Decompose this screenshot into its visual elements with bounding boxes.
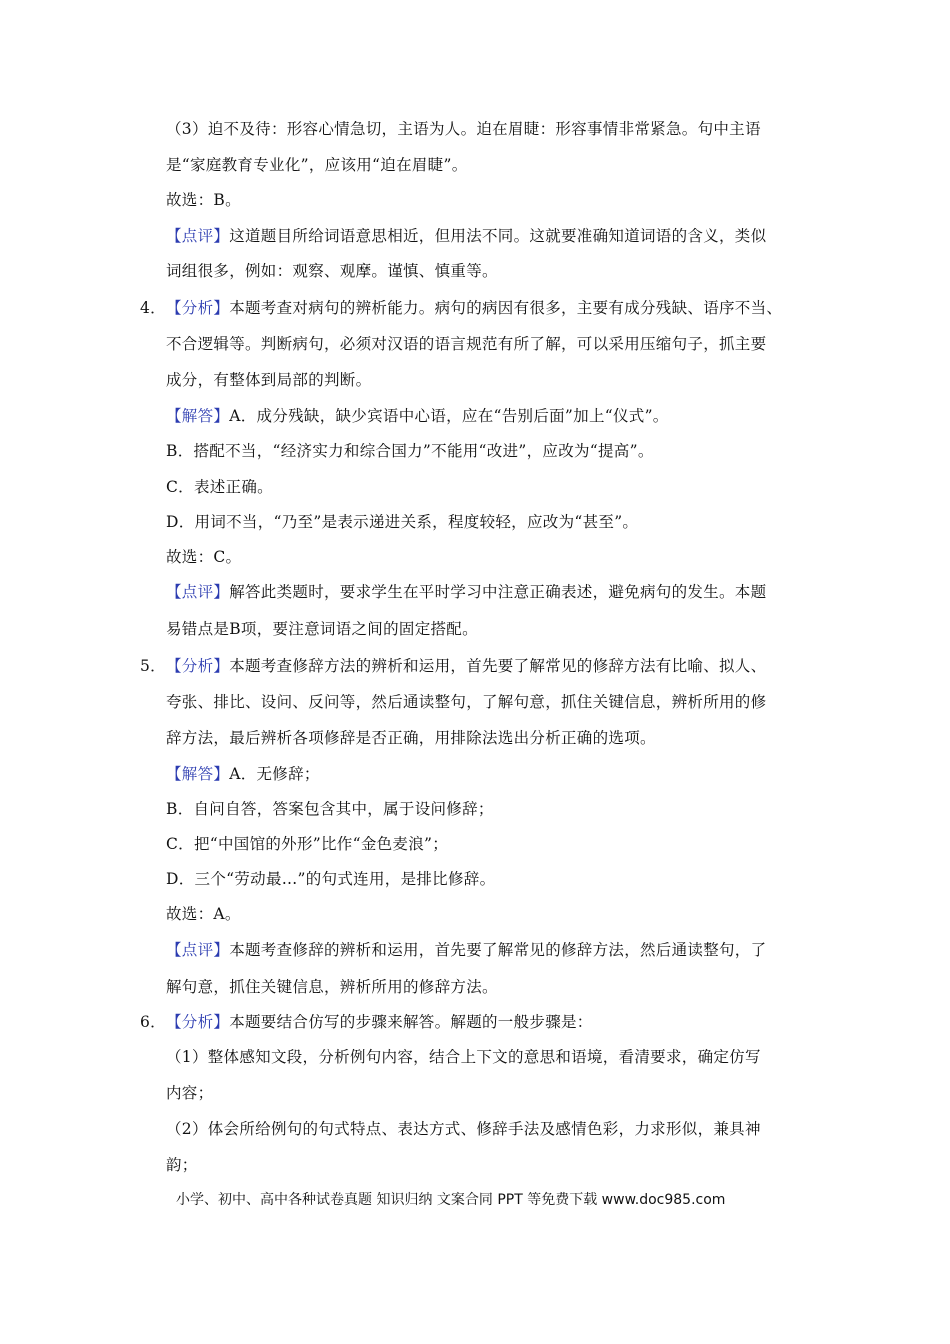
text-line: D．三个“劳动最…”的句式连用，是排比修辞。 xyxy=(166,870,496,888)
question-number: 4． xyxy=(140,299,166,317)
text-line: （2）体会所给例句的句式特点、表达方式、修辞手法及感情色彩，力求形似，兼具神 xyxy=(166,1120,761,1138)
text-line: B．搭配不当，“经济实力和综合国力”不能用“改进”，应改为“提高”。 xyxy=(166,442,654,460)
comment-tag: 【点评】 xyxy=(166,227,230,245)
text-line: C．把“中国馆的外形”比作“金色麦浪”； xyxy=(166,835,449,853)
comment-tag: 【点评】 xyxy=(166,583,230,601)
text-line: 易错点是B项，要注意词语之间的固定搭配。 xyxy=(166,620,478,638)
answer-line: 【解答】A．成分残缺，缺少宾语中心语，应在“告别后面”加上“仪式”。 xyxy=(166,407,669,425)
text-line: （3）迫不及待：形容心情急切，主语为人。迫在眉睫：形容事情非常紧急。句中主语 xyxy=(166,120,761,138)
analysis-tag: 【分析】 xyxy=(166,657,230,675)
text-line: 解句意，抓住关键信息，辨析所用的修辞方法。 xyxy=(166,978,498,996)
text-line: 故选：A。 xyxy=(166,905,241,923)
comment-line: 【点评】解答此类题时，要求学生在平时学习中注意正确表述，避免病句的发生。本题 xyxy=(166,583,767,601)
text-line: 故选：C。 xyxy=(166,548,242,566)
text-line: C．表述正确。 xyxy=(166,478,273,496)
comment-tag: 【点评】 xyxy=(166,941,230,959)
analysis-tag: 【分析】 xyxy=(166,299,230,317)
text-line: 内容； xyxy=(166,1084,214,1102)
answer-tag: 【解答】 xyxy=(166,765,230,783)
comment-line: 【点评】这道题目所给词语意思相近，但用法不同。这就要准确知道词语的含义，类似 xyxy=(166,227,767,245)
text-line: 成分，有整体到局部的判断。 xyxy=(166,371,372,389)
text-line: 韵； xyxy=(166,1156,198,1174)
question-6-analysis: 6． 【分析】本题要结合仿写的步骤来解答。解题的一般步骤是： xyxy=(140,1013,593,1031)
text-line: 故选：B。 xyxy=(166,191,241,209)
question-number: 6． xyxy=(140,1013,166,1031)
text-line: 辞方法，最后辨析各项修辞是否正确，用排除法选出分析正确的选项。 xyxy=(166,729,656,747)
question-4-analysis: 4． 【分析】本题考查对病句的辨析能力。病句的病因有很多，主要有成分残缺、语序不当、 xyxy=(140,299,783,317)
comment-line: 【点评】本题考查修辞的辨析和运用，首先要了解常见的修辞方法，然后通读整句，了 xyxy=(166,941,767,959)
text-line: （1）整体感知文段，分析例句内容，结合上下文的意思和语境，看清要求，确定仿写 xyxy=(166,1048,761,1066)
analysis-tag: 【分析】 xyxy=(166,1013,230,1031)
text-line: 词组很多，例如：观察、观摩。谨慎、慎重等。 xyxy=(166,262,498,280)
question-number: 5． xyxy=(140,657,166,675)
answer-line: 【解答】A．无修辞； xyxy=(166,765,320,783)
question-5-analysis: 5． 【分析】本题考查修辞方法的辨析和运用，首先要了解常见的修辞方法有比喻、拟人、 xyxy=(140,657,767,675)
text-line: D．用词不当，“乃至”是表示递进关系，程度较轻，应改为“甚至”。 xyxy=(166,513,639,531)
text-line: 不合逻辑等。判断病句，必须对汉语的语言规范有所了解，可以采用压缩句子，抓主要 xyxy=(166,335,767,353)
page-footer: 小学、初中、高中各种试卷真题 知识归纳 文案合同 PPT 等免费下载 www.doc985.com xyxy=(176,1192,726,1208)
text-line: 是“家庭教育专业化”，应该用“迫在眉睫”。 xyxy=(166,156,468,174)
answer-tag: 【解答】 xyxy=(166,407,230,425)
text-line: 夸张、排比、设问、反问等，然后通读整句，了解句意，抓住关键信息，辨析所用的修 xyxy=(166,693,767,711)
text-line: B．自问自答，答案包含其中，属于设问修辞； xyxy=(166,800,494,818)
